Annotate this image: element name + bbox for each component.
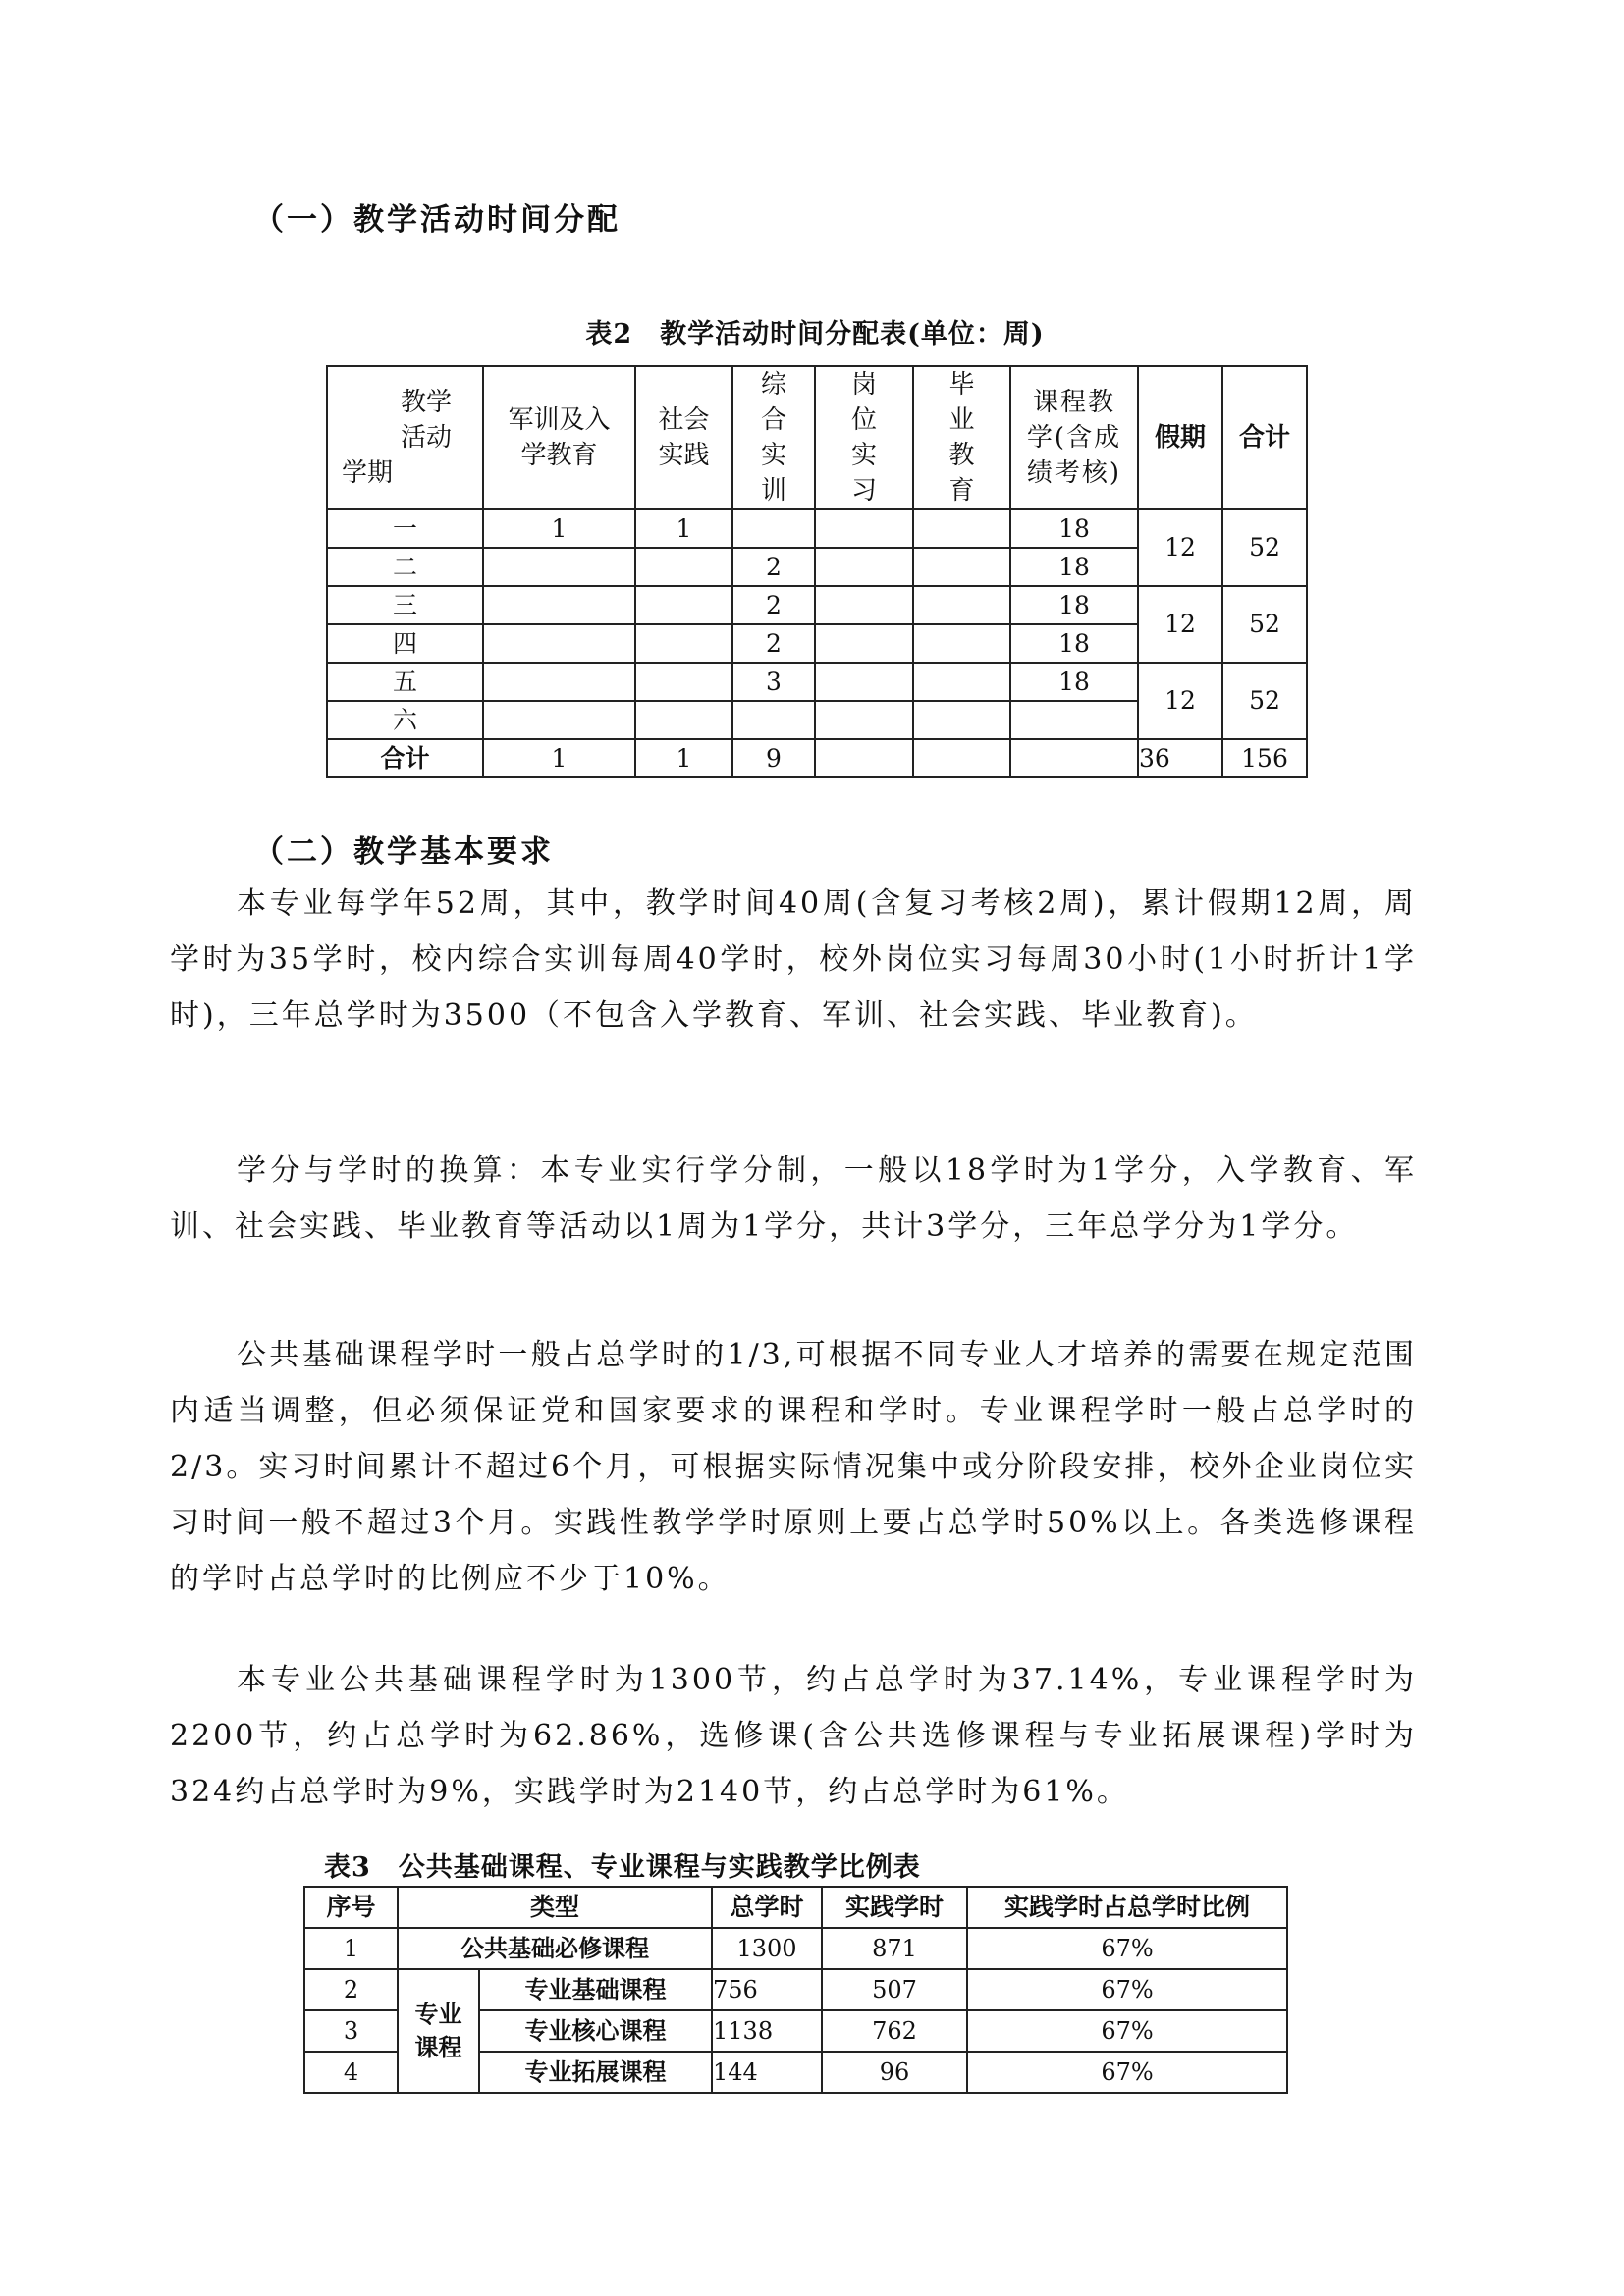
military-cell: 1 [483,509,635,548]
social-cell [635,663,732,701]
total-hours: 1138 [712,2010,822,2052]
table3-caption: 表3 公共基础课程、专业课程与实践教学比例表 [324,1852,921,1883]
paragraph-hour-ratio: 本专业公共基础课程学时为1300节，约占总学时为37.14%，专业课程学时为2200节，约占总学时为62.86%，选修课(含公共选修课程与专业拓展课程)学时为324约占总学时为9%，实践学时为2140节，约占总学时为61%。 [170,1663,1417,1809]
row-no: 2 [304,1969,398,2010]
military-cell [483,701,635,739]
table2-header-row [327,366,1307,509]
course-type: 专业拓展课程 [479,2052,712,2093]
header-type: 类型 [398,1887,712,1928]
intern-cell [815,663,913,701]
header-grad: 毕业教育 [913,366,1010,509]
training-cell [732,509,815,548]
practice-hours: 871 [822,1928,967,1969]
header-teach: 课程教学(含成绩考核) [1010,366,1138,509]
term-cell: 六 [327,701,483,739]
term-cell: 二 [327,548,483,586]
row-no: 4 [304,2052,398,2093]
header-holiday: 假期 [1138,366,1222,509]
term-cell: 四 [327,624,483,663]
corner-header [327,366,483,509]
practice-ratio: 67% [967,2052,1287,2093]
social-cell [635,548,732,586]
total-cell: 52 [1222,509,1307,586]
header-total-hours: 总学时 [712,1887,822,1928]
course-type: 专业基础课程 [479,1969,712,2010]
holiday-total: 36 [1138,739,1222,777]
table3-header-row [304,1887,1287,1928]
course-ratio-table [303,1886,1288,2094]
row-no: 1 [304,1928,398,1969]
paragraph-weeks: 本专业每学年52周，其中，教学时间40周(含复习考核2周)，累计假期12周，周学时为35学时，校内综合实训每周40学时，校外岗位实习每周30小时(1小时折计1学时)，三年总学时为3500（不包含入学教育、军训、社会实践、毕业教育)。 [170,886,1417,1033]
total-hours: 1300 [712,1928,822,1969]
term-cell: 三 [327,586,483,624]
section-heading-1: （一）教学活动时间分配 [253,202,621,238]
grad-cell [913,509,1010,548]
teach-cell: 18 [1010,548,1138,586]
teach-cell: 18 [1010,663,1138,701]
training-cell: 2 [732,548,815,586]
grad-cell [913,663,1010,701]
table2-caption: 表2 教学活动时间分配表(单位：周) [585,319,1045,349]
total-cell: 52 [1222,663,1307,739]
paragraph-credits: 学分与学时的换算：本专业实行学分制，一般以18学时为1学分，入学教育、军训、社会实践、毕业教育等活动以1周为1学分，共计3学分，三年总学分为1学分。 [170,1153,1417,1244]
total-hours: 756 [712,1969,822,2010]
holiday-cell: 12 [1138,663,1222,739]
social-total: 1 [635,739,732,777]
teach-cell [1010,701,1138,739]
header-military: 军训及入学教育 [483,366,635,509]
social-cell: 1 [635,509,732,548]
practice-ratio: 67% [967,1969,1287,2010]
table-row [327,586,1307,624]
intern-cell [815,701,913,739]
table-row [327,663,1307,701]
holiday-cell: 12 [1138,586,1222,663]
grad-cell [913,586,1010,624]
total-hours: 144 [712,2052,822,2093]
training-cell: 2 [732,624,815,663]
teach-cell: 18 [1010,624,1138,663]
corner-label-term: 学期 [342,458,394,488]
social-cell [635,624,732,663]
header-training: 综合实训 [732,366,815,509]
teaching-time-table [326,365,1308,778]
social-cell [635,586,732,624]
practice-hours: 507 [822,1969,967,2010]
term-cell: 一 [327,509,483,548]
paragraph-course-hours: 公共基础课程学时一般占总学时的1/3,可根据不同专业人才培养的需要在规定范围内适当调整，但必须保证党和国家要求的课程和学时。专业课程学时一般占总学时的2/3。实习时间累计不超过6个月，可根据实际情况集中或分阶段安排，校外企业岗位实习时间一般不超过3个月。实践性教学学时原则上要占总学时50%以上。各类选修课程的学时占总学时的比例应不少于10%。 [170,1338,1417,1596]
table2-total-row [327,739,1307,777]
header-ratio: 实践学时占总学时比例 [967,1887,1287,1928]
practice-hours: 96 [822,2052,967,2093]
intern-cell [815,586,913,624]
header-total: 合计 [1222,366,1307,509]
group-label: 专业课程 [398,1969,479,2093]
military-cell [483,586,635,624]
row-no: 3 [304,2010,398,2052]
practice-hours: 762 [822,2010,967,2052]
military-cell [483,663,635,701]
training-cell: 3 [732,663,815,701]
practice-ratio: 67% [967,2010,1287,2052]
total-cell: 52 [1222,586,1307,663]
teach-cell: 18 [1010,509,1138,548]
table-row [327,509,1307,548]
social-cell [635,701,732,739]
table-row [304,1969,1287,2010]
table-row [304,1928,1287,1969]
training-cell: 2 [732,586,815,624]
military-total: 1 [483,739,635,777]
training-total: 9 [732,739,815,777]
course-type: 公共基础必修课程 [398,1928,712,1969]
military-cell [483,548,635,586]
grad-cell [913,548,1010,586]
holiday-cell: 12 [1138,509,1222,586]
training-cell [732,701,815,739]
grad-total [913,739,1010,777]
header-intern: 岗位实习 [815,366,913,509]
grad-cell [913,701,1010,739]
intern-total [815,739,913,777]
military-cell [483,624,635,663]
intern-cell [815,509,913,548]
intern-cell [815,548,913,586]
grand-total: 156 [1222,739,1307,777]
teach-cell: 18 [1010,586,1138,624]
section-heading-2: （二）教学基本要求 [253,834,554,870]
term-cell: 五 [327,663,483,701]
header-social: 社会实践 [635,366,732,509]
header-practice-hours: 实践学时 [822,1887,967,1928]
header-no: 序号 [304,1887,398,1928]
course-type: 专业核心课程 [479,2010,712,2052]
teach-total [1010,739,1138,777]
intern-cell [815,624,913,663]
total-label: 合计 [327,739,483,777]
corner-label-activity: 活动 [401,423,453,453]
practice-ratio: 67% [967,1928,1287,1969]
corner-label-teach: 教学 [401,388,453,417]
grad-cell [913,624,1010,663]
